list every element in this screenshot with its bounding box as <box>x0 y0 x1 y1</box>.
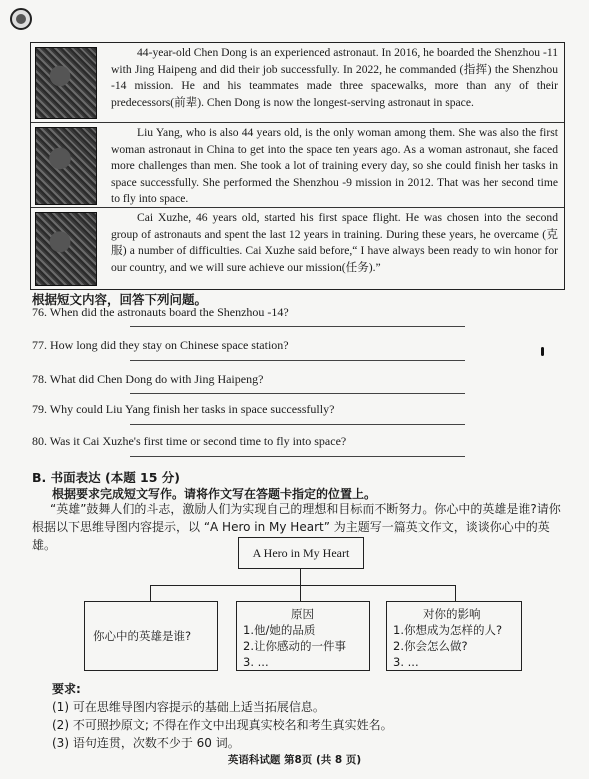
mindmap-connector <box>455 585 456 601</box>
astronaut-profiles-box <box>30 42 565 290</box>
requirements-heading: 要求: <box>52 682 81 696</box>
mindmap-box-reasons-line: 3. ... <box>243 655 269 669</box>
question-80: 80. Was it Cai Xuzhe's first time or second time to fly into space? <box>32 434 347 448</box>
mindmap-box-reasons-line: 2.让你感动的一件事 <box>243 639 346 653</box>
stray-mark <box>541 347 544 356</box>
profile-text: 44-year-old Chen Dong is an experienced astronaut. In 2016, he boarded the Shenzhou -11 with Jing Haipeng and did their job successfully. In 2022, he commanded (指挥) the Shenzhou -14 mission. He and his teammates made three spacewalks, more than any of their predecessors(前辈). Chen Dong is now the longest-serving astronaut in space. <box>111 46 558 109</box>
portrait-cai-xuzhe <box>35 212 97 286</box>
mindmap-box-reasons-title: 原因 <box>291 607 314 621</box>
requirement-item: (2) 不可照抄原文; 不得在作文中出现真实校名和考生真实姓名。 <box>52 718 393 732</box>
part-a-prompt: 根据短文内容，回答下列问题。 <box>32 292 208 307</box>
mindmap-box-reasons <box>236 601 370 671</box>
mindmap-connector <box>300 569 301 585</box>
question-76: 76. When did the astronauts board the Shenzhou -14? <box>32 305 289 319</box>
mindmap-center-box <box>238 537 364 569</box>
answer-line-80[interactable] <box>130 456 465 457</box>
mindmap-connector <box>150 585 151 601</box>
question-78: 78. What did Chen Dong do with Jing Haipeng? <box>32 372 264 386</box>
part-b-instruction: 根据要求完成短文写作。请将作文写在答题卡指定的位置上。 <box>52 487 377 501</box>
mindmap-box-hero <box>84 601 218 671</box>
mindmap-center-label: A Hero in My Heart <box>252 545 350 560</box>
part-b-heading: B. 书面表达 (本题 15 分) <box>32 470 181 485</box>
mindmap-box-influence-line: 2.你会怎么做? <box>393 639 468 653</box>
profile-row-chen-dong <box>31 43 564 123</box>
school-logo-icon <box>10 8 32 30</box>
mindmap-connector <box>300 585 301 601</box>
requirement-item: (1) 可在思维导图内容提示的基础上适当拓展信息。 <box>52 700 325 714</box>
mindmap-box-influence-title: 对你的影响 <box>423 607 481 621</box>
answer-line-79[interactable] <box>130 424 465 425</box>
mindmap-box-reasons-line: 1.他/她的品质 <box>243 623 316 637</box>
profile-text: Cai Xuzhe, 46 years old, started his first space flight. He was chosen into the second group of astronauts and spent the last 12 years in training. During these years, he overcame (克服) a number of difficulties. Cai Xuzhe said before,“ I have always been ready to win honor for our country, and we will sure achieve our mission(任务).” <box>111 211 558 274</box>
requirement-item: (3) 语句连贯，次数不少于 60 词。 <box>52 736 240 750</box>
part-b-description: “英雄”鼓舞人们的斗志，激励人们为实现自己的理想和目标而不断努力。你心中的英雄是谁?请你根据以下思维导图内容提示，以 “A Hero in My Heart” 为主题写一篇英文作文，谈谈你心中的英雄。 <box>32 502 561 552</box>
profile-text: Liu Yang, who is also 44 years old, is the only woman among them. She was also the first woman astronaut in China to get into the space ten years ago. As a woman astronaut, she faced more challenges than men. She took a lot of training every day, so she could finish her tasks in space successfully. She performed the Shenzhou -9 mission in 2012. That was her second time to fly into space. <box>111 126 558 205</box>
page-footer: 英语科试题 第8页 (共 8 页) <box>227 754 362 766</box>
answer-line-77[interactable] <box>130 360 465 361</box>
answer-line-76[interactable] <box>130 326 465 327</box>
portrait-chen-dong <box>35 47 97 119</box>
question-77: 77. How long did they stay on Chinese space station? <box>32 338 289 352</box>
portrait-liu-yang <box>35 127 97 205</box>
mindmap-box-influence-line: 3. ... <box>393 655 419 669</box>
mindmap-box-influence-line: 1.你想成为怎样的人? <box>393 623 503 637</box>
question-79: 79. Why could Liu Yang finish her tasks in space successfully? <box>32 402 335 416</box>
mindmap-box-influence <box>386 601 522 671</box>
mindmap-connector <box>150 585 455 586</box>
mindmap-box-hero-label: 你心中的英雄是谁? <box>93 629 192 643</box>
profile-row-liu-yang <box>31 123 564 208</box>
answer-line-78[interactable] <box>130 393 465 394</box>
profile-row-cai-xuzhe <box>31 208 564 290</box>
